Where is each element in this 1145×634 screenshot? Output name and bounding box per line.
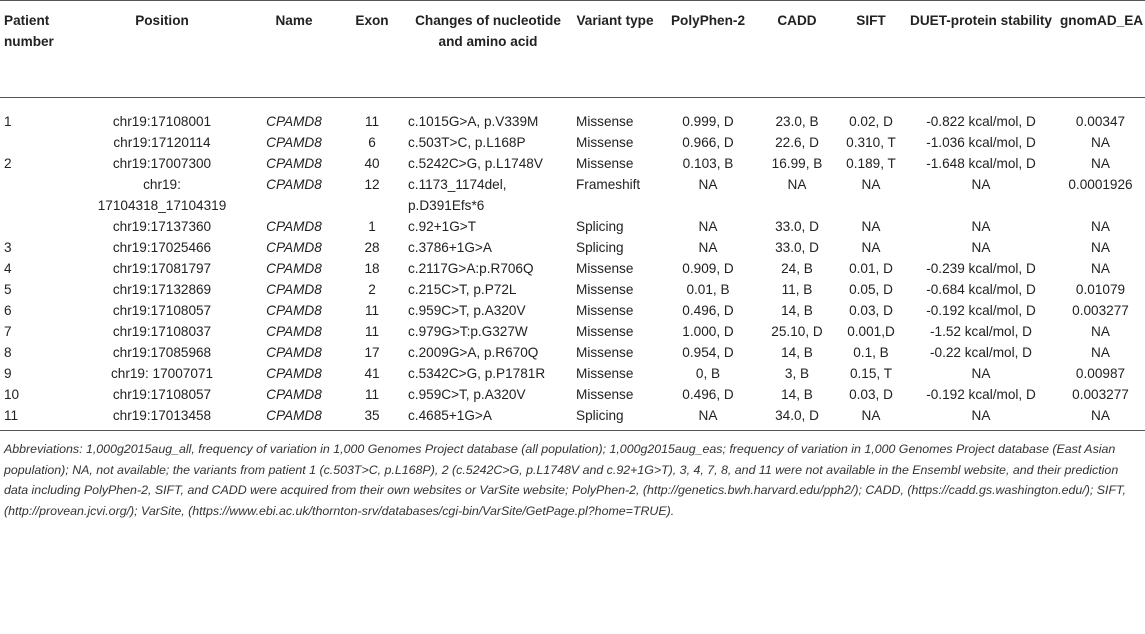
cell-name: CPAMD8 (266, 366, 322, 381)
cell-name: CPAMD8 (266, 114, 322, 129)
cell-name: CPAMD8 (266, 387, 322, 402)
cell-sift: 0.001,D (847, 324, 895, 339)
cell-exon: 28 (364, 240, 380, 255)
cell-sift: 0.01, D (849, 261, 893, 276)
cell-sift: 0.1, B (853, 345, 889, 360)
cell-sift: NA (836, 405, 906, 431)
cell-duet-stability: -0.239 kcal/mol, D (926, 261, 1036, 276)
cell-cadd: 14, B (781, 303, 813, 318)
cell-cadd: 24, B (781, 261, 813, 276)
cell-name: CPAMD8 (266, 345, 322, 360)
cell-name: CPAMD8 (266, 135, 322, 150)
cell-patient-number: 5 (4, 282, 12, 297)
cell-variant-type: Frameshift (576, 177, 641, 192)
cell-gnomad-ea: NA (1091, 219, 1110, 234)
cell-patient-number: 8 (4, 345, 12, 360)
cell-variant-type: Missense (576, 366, 634, 381)
cell-name: CPAMD8 (266, 282, 322, 297)
table-row (0, 321, 1145, 342)
cell-duet-stability: -0.192 kcal/mol, D (926, 303, 1036, 318)
cell-position: chr19:17108037 (112, 324, 212, 339)
header-variant-type: Variant type (572, 1, 658, 98)
cell-polyphen2: 0.966, D (682, 135, 734, 150)
cell-polyphen2: NA (698, 177, 718, 192)
cell-variant-type: Splicing (576, 219, 624, 234)
cell-variant-type: Missense (576, 261, 634, 276)
cell-name: CPAMD8 (266, 240, 322, 255)
cell-gnomad-ea: 0.00987 (1075, 366, 1126, 381)
table-row (0, 237, 1145, 258)
cell-position: chr19:17108057 (112, 387, 212, 402)
cell-gnomad-ea: NA (1091, 324, 1110, 339)
cell-position: chr19:17120114 (113, 135, 211, 150)
cell-patient-number: 1 (4, 114, 12, 129)
cell-position: chr19:17007300 (112, 156, 212, 171)
table-row (0, 279, 1145, 300)
cell-changes: c.92+1G>T (408, 219, 477, 234)
cell-position: chr19:17132869 (112, 282, 212, 297)
cell-cadd: 33.0, D (775, 240, 819, 255)
cell-cadd: 11, B (781, 282, 813, 297)
cell-cadd: 33.0, D (775, 219, 819, 234)
table-row (0, 258, 1145, 279)
cell-variant-type: Missense (576, 324, 634, 339)
cell-exon: 11 (364, 114, 380, 129)
cell-patient-number: 6 (4, 303, 12, 318)
cell-exon: 17 (364, 345, 380, 360)
cell-changes: c.5342C>G, p.P1781R (408, 366, 546, 381)
cell-sift: 0.03, D (849, 387, 893, 402)
cell-polyphen2: 0.103, B (682, 156, 734, 171)
header-gnomad-ea: gnomAD_EA (1056, 1, 1145, 98)
cell-exon: 6 (368, 135, 376, 150)
cell-changes: c.3786+1G>A (408, 240, 492, 255)
cell-patient-number: 7 (4, 324, 12, 339)
header-cadd: CADD (758, 1, 836, 98)
cell-changes: c.959C>T, p.A320V (408, 303, 526, 318)
cell-name: CPAMD8 (266, 177, 322, 192)
cell-name: CPAMD8 (266, 219, 322, 234)
cell-gnomad-ea: 0.01079 (1075, 282, 1126, 297)
cell-gnomad-ea: NA (1091, 156, 1110, 171)
cell-sift: 0.05, D (849, 282, 893, 297)
cell-sift: 0.02, D (849, 114, 893, 129)
cell-gnomad-ea: NA (1091, 135, 1110, 150)
table-footnote: Abbreviations: 1,000g2015aug_all, frequency of variation in 1,000 Genomes Project database (all population); 1,000g2015aug_eas; frequency of variation in 1,000 Genomes Project database (East Asian population); NA, not available; the variants from patient 1 (c.503T>C, p.L168P), 2 (c.5242C>G, p.L1748V and c.92+1G>T), 3, 4, 7, 8, and 11 were not available in the Ensembl website, and their prediction data including PolyPhen-2, SIFT, and CADD were acquired from their own websites or VarSite website; PolyPhen-2, (http://genetics.bwh.harvard.edu/pph2/); CADD, (https://cadd.gs.washington.edu/); SIFT, (http://provean.jcvi.org/); VarSite, (https://www.ebi.ac.uk/thornton-srv/databases/cgi-bin/VarSite/GetPage.pl?home=TRUE). (4, 442, 1126, 518)
cell-exon: 2 (368, 282, 376, 297)
cell-position: chr19: 17007071 (110, 366, 214, 381)
cell-patient-number (0, 216, 76, 237)
cell-polyphen2: 0.496, D (682, 387, 734, 402)
cell-position: chr19:17108001 (112, 114, 212, 129)
cell-position: chr19:17081797 (112, 261, 212, 276)
header-patient-number: Patient number (0, 1, 76, 98)
cell-variant-type: Missense (576, 114, 634, 129)
header-polyphen2: PolyPhen-2 (658, 1, 758, 98)
cell-duet-stability: -0.822 kcal/mol, D (926, 114, 1036, 129)
table-row (0, 98, 1145, 133)
cell-duet-stability: -1.648 kcal/mol, D (926, 156, 1036, 171)
cell-gnomad-ea: 0.003277 (1072, 387, 1129, 402)
cell-variant-type: Missense (576, 387, 634, 402)
cell-changes: c.1015G>A, p.V339M (408, 114, 539, 129)
cell-position: chr19:17137360 (112, 219, 212, 234)
header-exon: Exon (340, 1, 404, 98)
header-duet-stability: DUET-protein stability (906, 1, 1056, 98)
table-row (0, 405, 1145, 431)
cell-sift: 0.03, D (849, 303, 893, 318)
cell-duet-stability: -0.22 kcal/mol, D (930, 345, 1032, 360)
cell-gnomad-ea: NA (1091, 345, 1110, 360)
header-sift: SIFT (836, 1, 906, 98)
cell-duet-stability: NA (971, 219, 991, 234)
cell-gnomad-ea: NA (1091, 261, 1110, 276)
table-row (0, 132, 1145, 153)
cell-patient-number: 9 (4, 366, 12, 381)
cell-cadd: 3, B (784, 366, 810, 381)
cell-duet-stability: -0.192 kcal/mol, D (926, 387, 1036, 402)
table-row (0, 384, 1145, 405)
cell-duet-stability: NA (971, 366, 991, 381)
header-name: Name (248, 1, 340, 98)
cell-polyphen2: NA (658, 405, 758, 431)
cell-gnomad-ea: NA (1091, 240, 1110, 255)
cell-name: CPAMD8 (266, 303, 322, 318)
cell-changes: c.959C>T, p.A320V (408, 387, 526, 402)
cell-sift: NA (861, 219, 881, 234)
cell-variant-type: Missense (576, 345, 634, 360)
header-changes: Changes of nucleotide and amino acid (404, 1, 572, 98)
cell-position: chr19:17025466 (112, 240, 212, 255)
cell-sift: NA (861, 177, 881, 192)
cell-patient-number (0, 132, 76, 153)
table-row (0, 342, 1145, 363)
cell-gnomad-ea: 0.003277 (1072, 303, 1129, 318)
cell-cadd: 22.6, D (775, 135, 819, 150)
cell-duet-stability: NA (906, 405, 1056, 431)
header-row (0, 1, 1145, 98)
cell-gnomad-ea: NA (1056, 405, 1145, 431)
cell-variant-type: Missense (576, 156, 634, 171)
cell-cadd: 23.0, B (775, 114, 819, 129)
cell-patient-number: 3 (4, 240, 12, 255)
cell-changes: c.215C>T, p.P72L (408, 282, 517, 297)
cell-changes: c.979G>T:p.G327W (408, 324, 528, 339)
cell-name: CPAMD8 (248, 405, 340, 431)
cell-name: CPAMD8 (266, 156, 322, 171)
cell-exon: 35 (340, 405, 404, 431)
cell-polyphen2: 0, B (695, 366, 721, 381)
table-row (0, 174, 1145, 216)
cell-cadd: 14, B (781, 387, 813, 402)
cell-cadd: 14, B (781, 345, 813, 360)
cell-exon: 11 (364, 324, 380, 339)
cell-cadd: 16.99, B (771, 156, 823, 171)
cell-exon: 40 (364, 156, 380, 171)
cell-gnomad-ea: 0.00347 (1075, 114, 1126, 129)
cell-exon: 1 (368, 219, 376, 234)
cell-polyphen2: 1.000, D (682, 324, 734, 339)
cell-variant-type: Missense (576, 303, 634, 318)
cell-exon: 12 (364, 177, 380, 192)
cell-sift: 0.15, T (849, 366, 893, 381)
cell-gnomad-ea: 0.0001926 (1068, 177, 1133, 192)
cell-variant-type: Missense (576, 135, 634, 150)
cell-exon: 11 (364, 387, 380, 402)
cell-position: chr19:17085968 (112, 345, 212, 360)
table-row (0, 153, 1145, 174)
cell-polyphen2: 0.999, D (682, 114, 734, 129)
cell-duet-stability: -1.036 kcal/mol, D (926, 135, 1036, 150)
cell-patient-number: 11 (0, 405, 76, 431)
cell-patient-number: 4 (4, 261, 12, 276)
cell-cadd: NA (787, 177, 807, 192)
header-position: Position (76, 1, 248, 98)
cell-polyphen2: 0.496, D (682, 303, 734, 318)
cell-exon: 18 (364, 261, 380, 276)
cell-exon: 41 (364, 366, 380, 381)
cell-variant-type: Splicing (576, 240, 624, 255)
cell-polyphen2: NA (698, 219, 718, 234)
cell-changes: c.503T>C, p.L168P (408, 135, 526, 150)
cell-patient-number (0, 174, 76, 216)
cell-cadd: 25.10, D (771, 324, 823, 339)
cell-variant-type: Splicing (572, 405, 658, 431)
cell-changes: c.2009G>A, p.R670Q (408, 345, 539, 360)
cell-duet-stability: NA (971, 240, 991, 255)
cell-polyphen2: NA (698, 240, 718, 255)
cell-patient-number: 10 (4, 387, 20, 402)
cell-sift: NA (861, 240, 881, 255)
cell-duet-stability: -0.684 kcal/mol, D (926, 282, 1036, 297)
table-row (0, 363, 1145, 384)
cell-sift: 0.189, T (846, 156, 896, 171)
cell-sift: 0.310, T (846, 135, 896, 150)
cell-changes: c.4685+1G>A (404, 405, 572, 431)
cell-name: CPAMD8 (266, 261, 322, 276)
table-body (0, 98, 1145, 431)
cell-cadd: 34.0, D (758, 405, 836, 431)
cell-changes: c.2117G>A:p.R706Q (408, 261, 534, 276)
table-row (0, 300, 1145, 321)
cell-variant-type: Missense (576, 282, 634, 297)
cell-position: chr19:17108057 (112, 303, 212, 318)
table-row (0, 216, 1145, 237)
cell-changes: c.5242C>G, p.L1748V (408, 156, 543, 171)
cell-polyphen2: 0.909, D (682, 261, 734, 276)
cell-duet-stability: -1.52 kcal/mol, D (930, 324, 1032, 339)
cell-polyphen2: 0.01, B (686, 282, 730, 297)
cell-position: chr19:17013458 (76, 405, 248, 431)
cell-exon: 11 (364, 303, 380, 318)
cell-patient-number: 2 (4, 156, 12, 171)
cell-changes: c.1173_1174del, p.D391Efs*6 (408, 177, 507, 213)
cell-position: chr19: 17104318_17104319 (97, 177, 227, 213)
cell-duet-stability: NA (971, 177, 991, 192)
cell-name: CPAMD8 (266, 324, 322, 339)
cell-polyphen2: 0.954, D (682, 345, 734, 360)
